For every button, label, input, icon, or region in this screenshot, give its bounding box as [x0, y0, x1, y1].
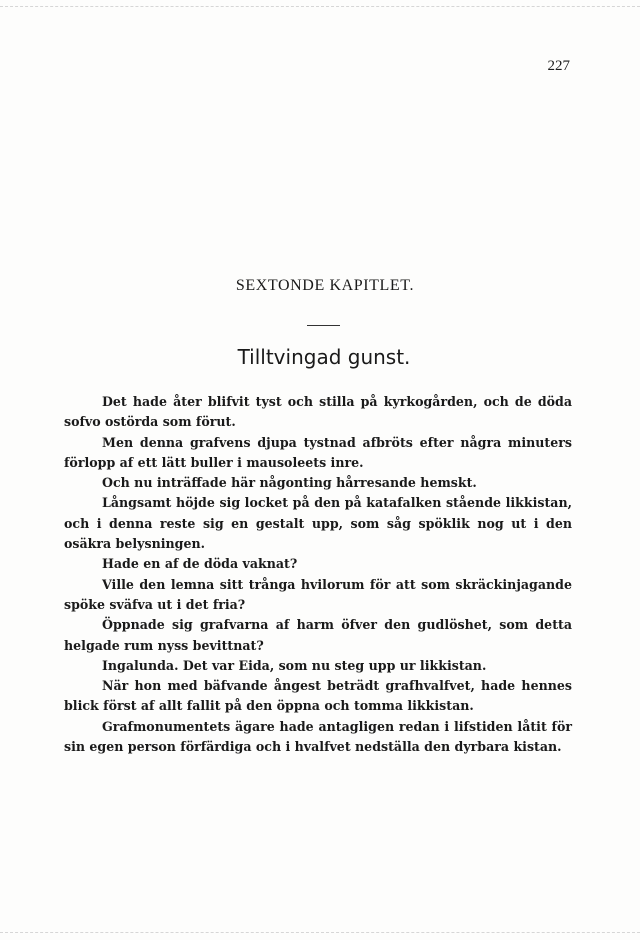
chapter-heading: SEXTONDE KAPITLET.	[235, 277, 415, 294]
paragraph: Ville den lemna sitt trånga hvilorum för att som skräckinjagande spöke sväfva ut i det fria?	[64, 576, 572, 612]
body-text	[64, 392, 572, 757]
paragraph: Det hade åter blifvit tyst och stilla på kyrkogården, och de döda sofvo ostörda som förut.	[64, 394, 572, 430]
paragraph: Men denna grafvens djupa tystnad afbröts efter några minuters förlopp af ett lätt buller i mausoleets inre.	[64, 434, 572, 470]
paragraph: Långsamt höjde sig locket på den på katafalken stående likkistan, och i denna reste sig en gestalt upp, som såg spöklik nog ut i den osäkra belysningen.	[64, 495, 572, 552]
heading-divider	[307, 325, 340, 326]
paragraph: När hon med bäfvande ångest beträdt grafhvalfvet, hade hennes blick först af allt fallit på den öppna och tomma likkistan.	[64, 678, 572, 714]
page-bottom-edge	[0, 932, 640, 933]
paragraph: Ingalunda. Det var Eida, som nu steg upp ur likkistan.	[102, 657, 487, 673]
page-number: 227	[547, 58, 570, 74]
paragraph: Grafmonumentets ägare hade antagligen redan i lifstiden låtit för sin egen person förfärdiga och i hvalfvet nedställa den dyrbara kistan.	[64, 718, 572, 755]
paragraph: Öppnade sig grafvarna af harm öfver den gudlöshet, som detta helgade rum nyss bevittnat?	[64, 617, 572, 653]
paragraph: Hade en af de döda vaknat?	[102, 556, 298, 572]
page-top-edge	[0, 6, 640, 7]
chapter-title: Tilltvingad gunst.	[237, 345, 411, 369]
paragraph: Och nu inträffade här någonting hårresande hemskt.	[102, 475, 477, 491]
